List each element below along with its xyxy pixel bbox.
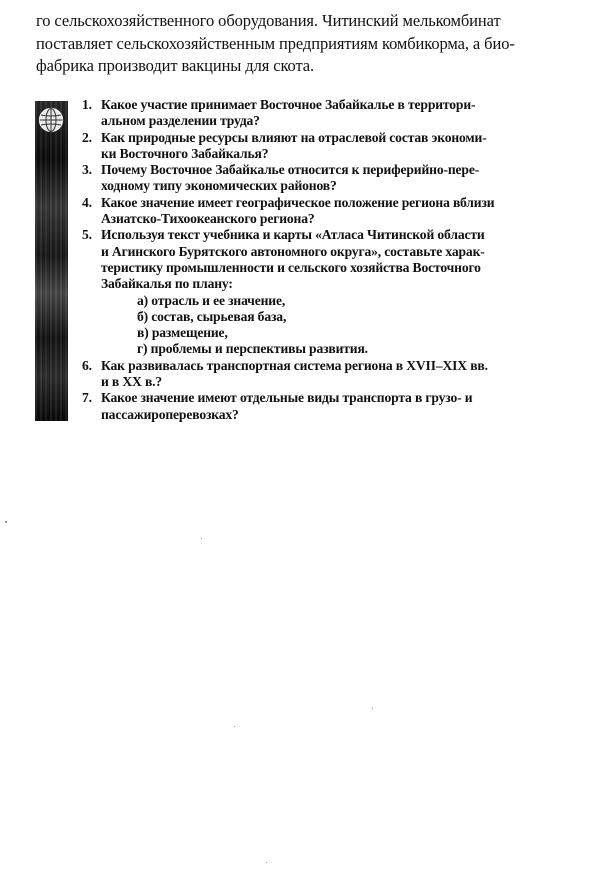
question-number: 2. <box>82 129 92 145</box>
question-number: 1. <box>82 97 92 112</box>
question-line: пассажироперевозках? <box>101 406 239 422</box>
scan-speck <box>266 862 267 863</box>
question-line: и Агинского Бурятского автономного округа», составьте харак- <box>101 243 485 259</box>
question-line: Почему Восточное Забайкалье относится к периферийно-пере- <box>101 162 480 178</box>
question-line: Какое участие принимает Восточное Забайкалье в территори- <box>101 97 476 112</box>
plan-item: б) состав, сырьевая база, <box>137 308 287 324</box>
question-item <box>82 162 558 195</box>
plan-item: а) отрасль и ее значение, <box>137 292 286 308</box>
question-line: Как развивалась транспортная система региона в XVII–XIX вв. <box>101 357 488 373</box>
globe-icon <box>38 107 64 133</box>
question-number: 7. <box>82 390 92 406</box>
question-item <box>82 97 558 130</box>
question-item <box>82 195 558 228</box>
question-item <box>82 227 558 357</box>
intro-line: поставляет сельскохозяйственным предприятиям комбикорма, а био- <box>36 33 515 53</box>
question-line: Как природные ресурсы влияют на отраслевой состав экономи- <box>101 129 487 145</box>
question-number: 5. <box>82 227 92 243</box>
question-line: теристику промышленности и сельского хозяйства Восточного <box>101 259 481 275</box>
question-line: и в XX в.? <box>101 374 163 390</box>
plan-item: г) проблемы и перспективы развития. <box>137 341 368 357</box>
question-item <box>82 390 558 423</box>
question-number: 6. <box>82 357 92 373</box>
question-number: 3. <box>82 162 92 178</box>
scan-speck <box>5 521 7 523</box>
question-line: альном разделении труда? <box>101 113 260 129</box>
scan-speck <box>234 726 235 727</box>
question-line: Азиатско-Тихоокеанского региона? <box>101 211 315 227</box>
questions-sidebar-strip <box>35 101 68 421</box>
plan-item: в) размещение, <box>137 325 228 341</box>
scan-speck <box>201 538 202 539</box>
intro-line: го сельскохозяйственного оборудования. Читинский мелькомбинат <box>36 11 501 30</box>
question-line: Какое значение имеют отдельные виды транспорта в грузо- и <box>101 390 473 406</box>
scan-speck <box>372 708 373 709</box>
intro-paragraph <box>36 10 558 78</box>
question-item <box>82 358 558 391</box>
question-line: Используя текст учебника и карты «Атласа Читинской области <box>101 227 485 243</box>
question-number: 4. <box>82 194 92 210</box>
question-line: Какое значение имеет географическое положение региона вблизи <box>101 194 495 210</box>
question-line: ки Восточного Забайкалья? <box>101 145 269 161</box>
question-line: Забайкалья по плану: <box>101 276 233 292</box>
questions-list <box>82 97 558 423</box>
intro-line: фабрика производит вакцины для скота. <box>36 56 315 75</box>
question-item <box>82 130 558 163</box>
question-line: ходному типу экономических районов? <box>101 178 337 194</box>
